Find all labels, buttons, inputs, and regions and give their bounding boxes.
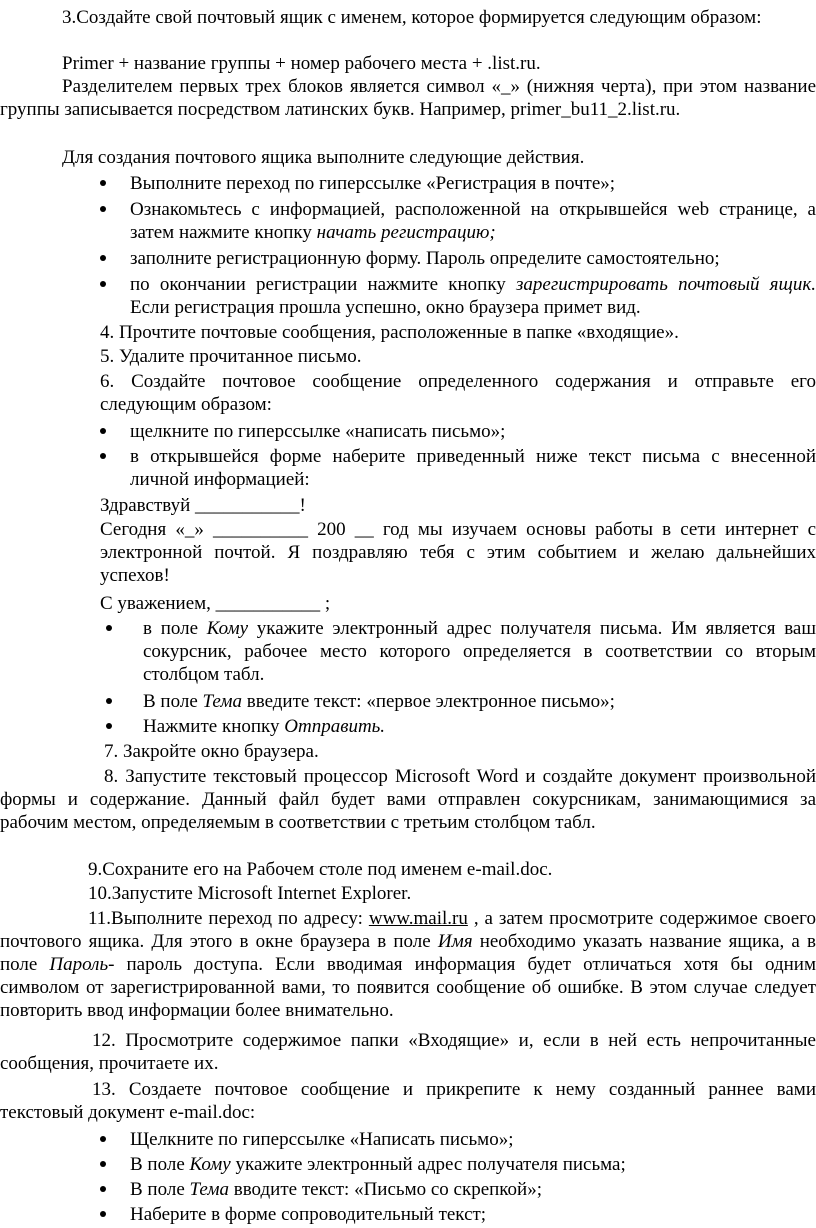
step-9-paragraph (88, 858, 816, 881)
step-9-text: 9.Сохраните его на Рабочем столе под именем e-mail.doc. (88, 859, 553, 880)
mailbox-formula (62, 52, 816, 75)
step-12-text: 12. Просмотрите содержимое папки «Входящие» и, если в ней есть непрочитанные сообщения, прочитаете их. (0, 1030, 816, 1074)
list-item (100, 247, 816, 270)
step-8-paragraph (0, 765, 816, 834)
letter-greeting (100, 494, 816, 517)
list-item-text: заполните регистрационную форму. Пароль определите самостоятельно; (130, 248, 720, 269)
step-13-text: 13. Создаете почтовое сообщение и прикрепите к нему созданный раннее вами текстовый документ e-mail.doc: (0, 1079, 816, 1123)
steps-intro (62, 146, 816, 169)
list-item-text: Ознакомьтесь с информацией, расположенной на открывшейся web странице, а затем нажмите кнопку начать регистрацию; (130, 199, 816, 243)
letter-body (100, 518, 816, 587)
list-item (100, 445, 816, 491)
list-item-text: Нажмите кнопку Отправить. (143, 716, 386, 737)
step-11-paragraph: 11.Выполните переход по адресу: www.mail.ru , а затем просмотрите содержимое своего почтового ящика. Для этого в окне браузера в поле Имя необходимо указать название ящика, а в поле Пароль- пароль доступа. Если вводимая информация будет отличаться хотя бы одним символом от зарегистрированной вами, то появится сообщение об ошибке. В этом случае следует повторить ввод информации более внимательно. (0, 908, 816, 1021)
list-item (100, 1203, 816, 1226)
list-item-text: В поле Кому укажите электронный адрес получателя письма; (130, 1154, 626, 1175)
step-3-paragraph (0, 6, 816, 29)
step-5-text: 5. Удалите прочитанное письмо. (100, 346, 362, 367)
list-item (106, 690, 816, 713)
separator-text: Разделителем первых трех блоков является символ «_» (нижняя черта), при этом название группы записывается посредством латинских букв. Например, primer_bu11_2.list.ru. (0, 76, 816, 120)
list-item-text: Наберите в форме сопроводительный текст; (130, 1204, 487, 1225)
step-4-text: 4. Прочтите почтовые сообщения, расположенные в папке «входящие». (100, 322, 679, 343)
step-7-paragraph (104, 740, 816, 763)
list-item (100, 1153, 816, 1176)
step-13-paragraph (0, 1078, 816, 1124)
step-6-paragraph (100, 370, 816, 416)
letter-body-text: Сегодня «_» __________ 200 __ год мы изучаем основы работы в сети интернет с электронной почтой. Я поздравляю тебя с этим событием и желаю дальнейших успехов! (100, 519, 816, 586)
step-3-text: 3.Создайте свой почтовый ящик с именем, которое формируется следующим образом: (62, 7, 762, 28)
list-item (100, 198, 816, 244)
list-item (106, 617, 816, 686)
list-item (100, 172, 816, 195)
mail-ru-link[interactable]: www.mail.ru (368, 908, 468, 929)
list-item-text: В поле Тема вводите текст: «Письмо со скрепкой»; (130, 1179, 543, 1200)
step-10-paragraph (88, 882, 816, 905)
steps-intro-text: Для создания почтового ящика выполните следующие действия. (62, 147, 585, 168)
list-item (100, 273, 816, 319)
step-8-text: 8. Запустите текстовый процессор Microsoft Word и создайте документ произвольной формы и содержание. Данный файл будет вами отправлен сокурсникам, занимающимися за рабочим местом, определяемым в соответствии с третьим столбцом табл. (0, 766, 816, 833)
list-item-text: Щелкните по гиперссылке «Написать письмо»; (130, 1129, 514, 1150)
separator-paragraph (0, 75, 816, 121)
step-10-text: 10.Запустите Microsoft Internet Explorer. (88, 883, 412, 904)
list-item-text: В поле Тема введите текст: «первое электронное письмо»; (143, 691, 615, 712)
list-item (100, 420, 816, 443)
letter-signature (100, 592, 816, 615)
list-item-text: по окончании регистрации нажмите кнопку зарегистрировать почтовый ящик. Если регистрация прошла успешно, окно браузера примет вид. (130, 274, 816, 318)
formula-text: Primer + название группы + номер рабочего места + .list.ru. (62, 53, 541, 74)
step-7-text: 7. Закройте окно браузера. (104, 741, 319, 762)
letter-signature-text: С уважением, ___________ ; (100, 593, 331, 614)
list-item (100, 1178, 816, 1201)
list-item-text: в открывшейся форме наберите приведенный ниже текст письма с внесенной личной информацией: (130, 446, 816, 490)
step-4-paragraph (100, 321, 816, 344)
step-5-paragraph (100, 345, 816, 368)
list-item-text: Выполните переход по гиперссылке «Регистрация в почте»; (130, 173, 616, 194)
list-item-text: в поле Кому укажите электронный адрес получателя письма. Им является ваш сокурсник, рабочее место которого определяется в соответствии со вторым столбцом табл. (143, 618, 816, 685)
step-12-paragraph (0, 1029, 816, 1075)
list-item (100, 1128, 816, 1151)
step-6-text: 6. Создайте почтовое сообщение определенного содержания и отправьте его следующим образом: (100, 371, 816, 415)
letter-greeting-text: Здравствуй ___________! (100, 495, 306, 516)
list-item (106, 715, 816, 738)
list-item-text: щелкните по гиперссылке «написать письмо»; (130, 421, 506, 442)
